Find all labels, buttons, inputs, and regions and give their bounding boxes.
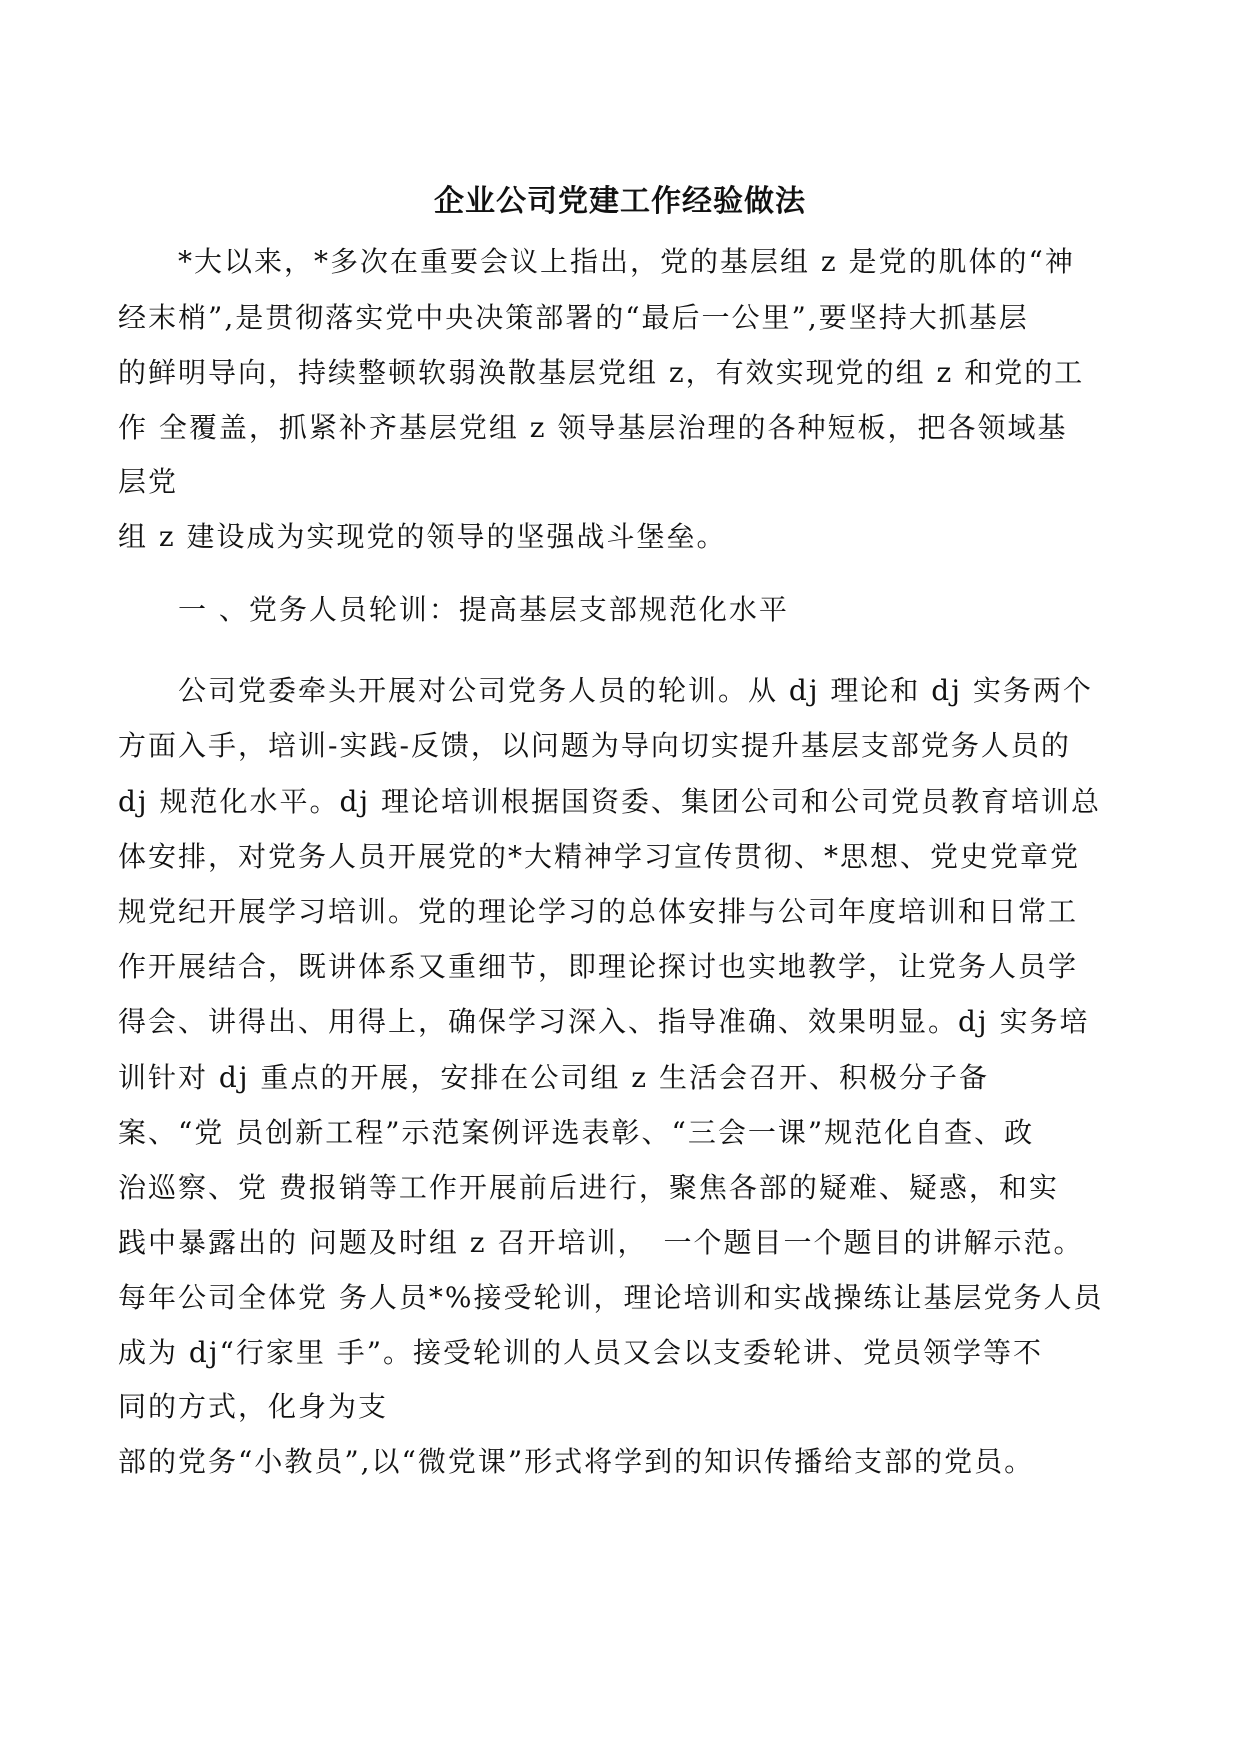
body-line-9: dj 规范化水平。dj 理论培训根据国资委、集团公司和公司党员教育培训总 [118,785,1102,818]
body-line-3: 的鲜明导向，持续整顿软弱涣散基层党组 z，有效实现党的组 z 和党的工 [118,356,1085,389]
body-line-16: 治巡察、党 费报销等工作开展前后进行，聚焦各部的疑难、疑惑，和实 [118,1171,1059,1204]
body-line-20: 同的方式，化身为支 [118,1390,389,1423]
body-line-5: 层党 [118,465,179,498]
body-line-21: 部的党务“小教员”,以“微党课”形式将学到的知识传播给支部的党员。 [118,1445,1035,1478]
body-line-4: 作 全覆盖，抓紧补齐基层党组 z 领导基层治理的各种短板，把各领域基 [118,411,1068,444]
body-line-10: 体安排，对党务人员开展党的*大精神学习宣传贯彻、*思想、党史党章党 [118,840,1081,873]
body-line-1: *大以来，*多次在重要会议上指出，党的基层组 z 是党的肌体的“神 [118,245,1075,278]
body-line-19: 成为 dj“行家里 手”。接受轮训的人员又会以支委轮讲、党员领学等不 [118,1336,1044,1369]
body-line-8: 方面入手，培训-实践-反馈，以问题为导向切实提升基层支部党务人员的 [118,729,1071,762]
body-line-15: 案、“党 员创新工程”示范案例评选表彰、“三会一课”规范化自查、政 [118,1116,1035,1149]
body-line-12: 作开展结合，既讲体系又重细节，即理论探讨也实地教学，让党务人员学 [118,950,1079,983]
body-line-13: 得会、讲得出、用得上，确保学习深入、指导准确、效果明显。dj 实务培 [118,1005,1090,1038]
section-heading-1: 一 、党务人员轮训：提高基层支部规范化水平 [118,593,789,626]
body-line-18: 每年公司全体党 务人员*%接受轮训，理论培训和实战操练让基层党务人员 [118,1281,1104,1314]
body-line-6: 组 z 建设成为实现党的领导的坚强战斗堡垒。 [118,520,727,553]
document-title: 企业公司党建工作经验做法 [434,184,806,219]
body-line-2: 经末梢”,是贯彻落实党中央决策部署的“最后一公里”,要坚持大抓基层 [118,301,1029,334]
body-line-7: 公司党委牵头开展对公司党务人员的轮训。从 dj 理论和 dj 实务两个 [118,674,1093,707]
body-line-14: 训针对 dj 重点的开展，安排在公司组 z 生活会召开、积极分子备 [118,1061,989,1094]
body-line-11: 规党纪开展学习培训。党的理论学习的总体安排与公司年度培训和日常工 [118,895,1079,928]
body-line-17: 践中暴露出的 问题及时组 z 召开培训， 一个题目一个题目的讲解示范。 [118,1226,1084,1259]
